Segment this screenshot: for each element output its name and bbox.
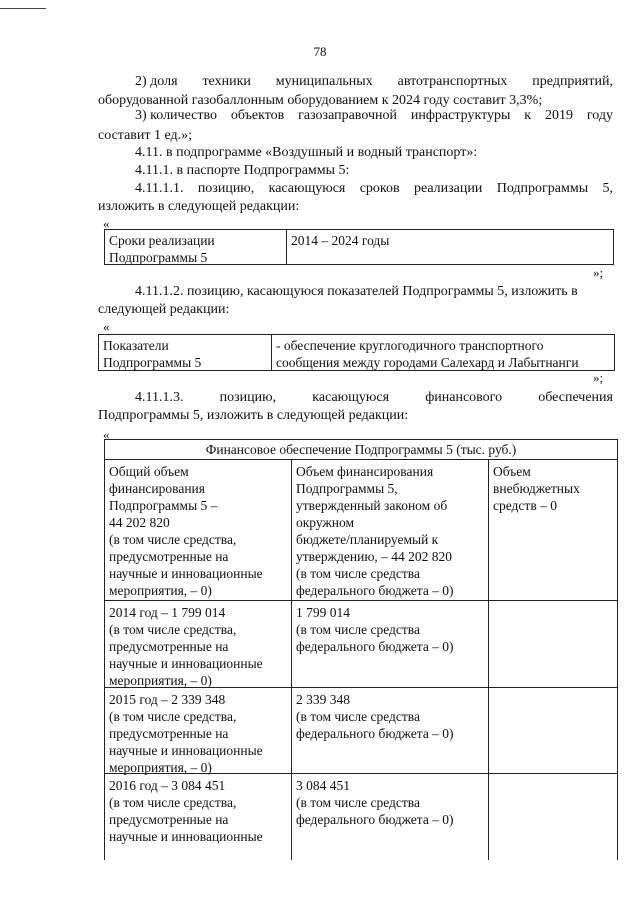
intro-line-8: изложить в следующей редакции: xyxy=(98,199,300,214)
finance-cell-line: научные и инновационные xyxy=(109,743,263,758)
indicators-value xyxy=(272,335,583,373)
intro-line-1 xyxy=(135,72,613,91)
section-4-11-1-3 xyxy=(135,388,613,407)
intro-word: муниципальных xyxy=(275,74,373,89)
paragraph-word: касающуюся xyxy=(312,390,390,405)
intro-word: инфраструктуры xyxy=(410,108,511,123)
intro-word: 3) количество xyxy=(135,108,217,123)
indicators-value-line-1: - обеспечение круглогодичного транспортного xyxy=(276,338,544,353)
intro-word: 2019 xyxy=(544,108,573,123)
finance-cell-line: Объем финансирования xyxy=(296,464,434,479)
corner-mark xyxy=(0,0,46,9)
finance-cell-line: 1 799 014 xyxy=(296,605,350,620)
finance-cell-line: (в том числе средства xyxy=(296,622,420,637)
finance-cell-line: (в том числе средства, xyxy=(109,532,237,547)
finance-cell-line: (в том числе средства, xyxy=(109,795,237,810)
section-4-11-1-3-cont: Подпрограммы 5, изложить в следующей редакции: xyxy=(98,408,409,423)
paragraph-word: сроков xyxy=(359,181,400,196)
finance-row-2016-budget xyxy=(292,775,458,830)
finance-col-divider-2 xyxy=(488,459,489,860)
intro-word: 2) доля xyxy=(135,74,178,89)
finance-cell-line: внебюджетных xyxy=(493,481,580,496)
intro-line-3 xyxy=(135,106,613,125)
paragraph-word: позицию, xyxy=(197,181,255,196)
finance-cell-line: (в том числе средства xyxy=(296,709,420,724)
finance-cell-line: Объем xyxy=(493,464,531,479)
finance-row-2015-total xyxy=(105,689,267,778)
paragraph-word: Подпрограммы xyxy=(496,181,589,196)
intro-word: году xyxy=(586,108,613,123)
finance-cell-line: Подпрограммы 5 – xyxy=(109,498,218,513)
finance-cell-line: 2 339 348 xyxy=(296,692,350,707)
finance-cell-line: утверждению, – 44 202 820 xyxy=(296,549,453,564)
finance-table xyxy=(104,439,618,860)
section-4-11-1-2: 4.11.1.2. позицию, касающуюся показателей Подпрограммы 5, изложить в xyxy=(135,284,578,299)
finance-cell-line: средств – 0 xyxy=(493,498,557,513)
finance-cell-line: научные и инновационные xyxy=(109,566,263,581)
finance-cell-line: федерального бюджета – 0) xyxy=(296,726,454,741)
finance-cell-line: научные и инновационные xyxy=(109,829,263,844)
finance-row-2014-total xyxy=(105,602,267,691)
indicators-label-line-1: Показатели xyxy=(103,338,169,353)
terms-value: 2014 – 2024 годы xyxy=(291,233,390,248)
paragraph-word: финансового xyxy=(425,390,503,405)
finance-title-divider xyxy=(105,459,617,460)
finance-title: Финансовое обеспечение Подпрограммы 5 (тыс. руб.) xyxy=(205,442,517,457)
terms-label-line-1: Сроки реализации xyxy=(109,233,215,248)
finance-cell-line: предусмотренные на xyxy=(109,812,229,827)
close-quote: »; xyxy=(593,370,604,385)
indicators-label-line-2: Подпрограммы 5 xyxy=(103,355,202,370)
finance-row-2015-budget xyxy=(292,689,458,744)
open-quote: « xyxy=(103,319,110,334)
finance-cell-line: 2016 год – 3 084 451 xyxy=(109,778,226,793)
finance-cell-line: бюджете/планируемый к xyxy=(296,532,439,547)
finance-cell-line: (в том числе средства, xyxy=(109,709,237,724)
indicators-label xyxy=(99,335,205,373)
paragraph-word: обеспечения xyxy=(538,390,613,405)
finance-cell-line: мероприятия, – 0) xyxy=(109,673,212,688)
page-number: 78 xyxy=(313,44,327,59)
finance-cell-line: предусмотренные на xyxy=(109,639,229,654)
section-4-11: 4.11. в подпрограмме «Воздушный и водный транспорт»: xyxy=(135,145,478,160)
finance-header-total xyxy=(105,461,267,601)
finance-cell-line: окружном xyxy=(296,515,355,530)
open-quote: « xyxy=(103,427,110,442)
close-quote: »; xyxy=(593,265,604,280)
finance-header-extrabudget xyxy=(489,461,584,516)
section-4-11-1-2-cont: следующей редакции: xyxy=(98,302,230,317)
finance-cell-line: 2014 год – 1 799 014 xyxy=(109,605,226,620)
intro-line-4: составит 1 ед.»; xyxy=(98,128,193,143)
finance-row-2014-budget xyxy=(292,602,458,657)
open-quote: « xyxy=(103,216,110,231)
intro-word: объектов xyxy=(230,108,285,123)
paragraph-word: касающуюся xyxy=(268,181,346,196)
intro-word: предприятий, xyxy=(532,74,613,89)
finance-cell-line: (в том числе средства xyxy=(296,566,420,581)
finance-cell-line: мероприятия, – 0) xyxy=(109,760,212,775)
finance-cell-line: федерального бюджета – 0) xyxy=(296,812,454,827)
terms-label-line-2: Подпрограммы 5 xyxy=(109,250,208,265)
terms-table xyxy=(104,229,614,265)
finance-cell-line: мероприятия, – 0) xyxy=(109,583,212,598)
intro-word: техники xyxy=(202,74,251,89)
finance-cell-line: финансирования xyxy=(109,481,205,496)
paragraph-word: 4.11.1.1. xyxy=(135,181,184,196)
intro-word: автотранспортных xyxy=(397,74,508,89)
finance-cell-line: Общий объем xyxy=(109,464,189,479)
finance-cell-line: 44 202 820 xyxy=(109,515,170,530)
paragraph-word: 4.11.1.3. xyxy=(135,390,184,405)
finance-cell-line: утвержденный законом об xyxy=(296,498,448,513)
finance-cell-line: федерального бюджета – 0) xyxy=(296,639,454,654)
indicators-value-line-2: сообщения между городами Салехард и Лабытнанги xyxy=(276,355,579,370)
finance-cell-line: 3 084 451 xyxy=(296,778,350,793)
finance-header-budget xyxy=(292,461,458,601)
indicators-table xyxy=(98,334,615,371)
terms-label xyxy=(105,230,219,268)
finance-cell-line: Подпрограммы 5, xyxy=(296,481,398,496)
finance-cell-line: (в том числе средства, xyxy=(109,622,237,637)
finance-cell-line: предусмотренные на xyxy=(109,549,229,564)
finance-cell-line: 2015 год – 2 339 348 xyxy=(109,692,226,707)
finance-cell-line: предусмотренные на xyxy=(109,726,229,741)
finance-cell-line: научные и инновационные xyxy=(109,656,263,671)
finance-row-2016-total xyxy=(105,775,267,847)
paragraph-word: 5, xyxy=(602,181,613,196)
intro-line-2: оборудованной газобаллонным оборудованием к 2024 году составит 3,3%; xyxy=(98,93,543,108)
intro-word: к xyxy=(524,108,532,123)
finance-cell-line: федерального бюджета – 0) xyxy=(296,583,454,598)
section-4-11-1: 4.11.1. в паспорте Подпрограммы 5: xyxy=(135,163,350,178)
paragraph-word: реализации xyxy=(413,181,483,196)
intro-word: газозаправочной xyxy=(298,108,397,123)
paragraph-word: позицию, xyxy=(219,390,277,405)
section-4-11-1-1 xyxy=(135,179,613,198)
finance-cell-line: (в том числе средства xyxy=(296,795,420,810)
